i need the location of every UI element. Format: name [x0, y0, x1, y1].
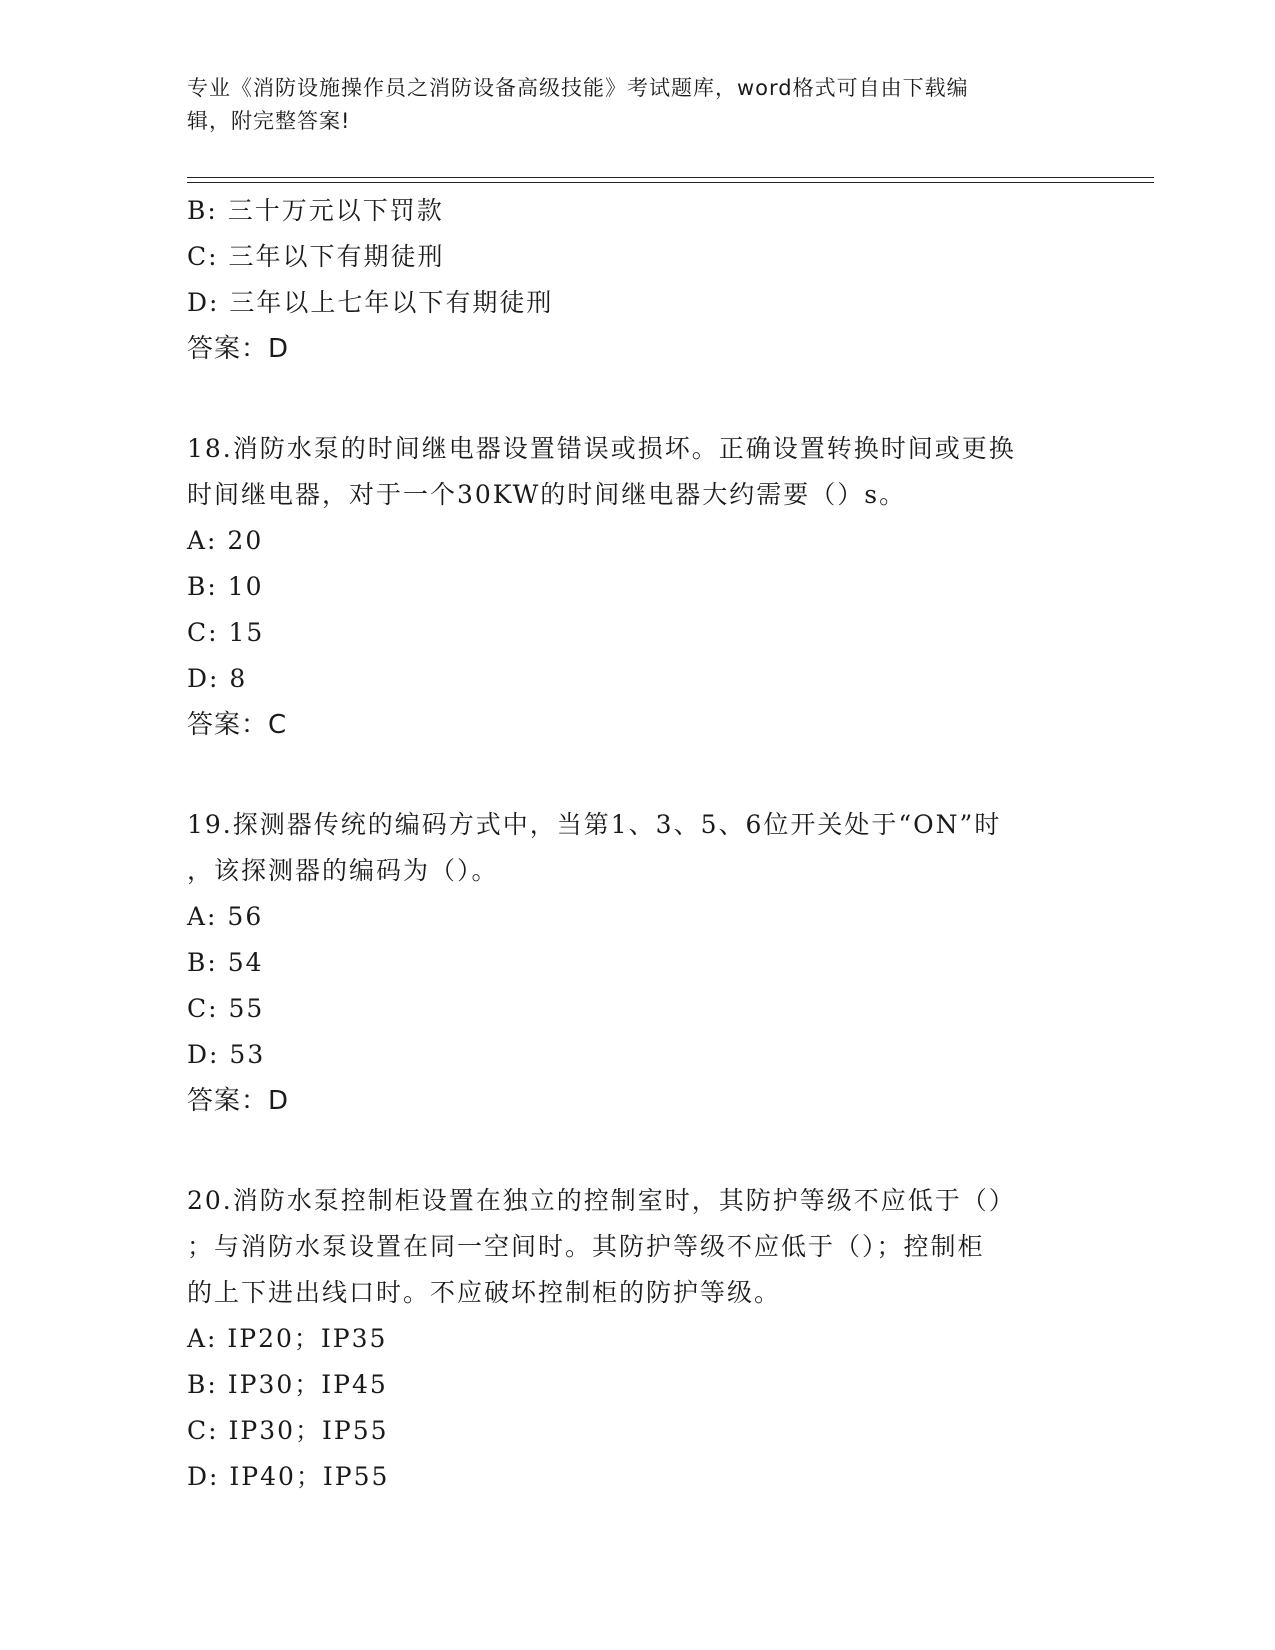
answer-label: 答案：D — [187, 334, 290, 364]
header-divider-top — [187, 177, 1154, 178]
header-divider-bottom — [187, 182, 1154, 183]
option-c: C: 三年以下有期徒刑 — [187, 242, 445, 271]
option-b: B: IP30；IP45 — [187, 1370, 388, 1399]
question-stem-line: 时间继电器，对于一个30KW的时间继电器大约需要（）s。 — [187, 480, 907, 509]
question-18 — [187, 426, 1087, 748]
question-stem — [187, 426, 1087, 518]
document-header — [187, 72, 1067, 138]
option-c: C: 15 — [187, 618, 265, 647]
option-d: D: 三年以上七年以下有期徒刑 — [187, 288, 554, 317]
option-b: B: 10 — [187, 572, 264, 601]
option-a: A: 20 — [187, 526, 264, 555]
option-d: D: 8 — [187, 664, 248, 693]
question-17 — [187, 188, 1087, 372]
question-stem-line: 19.探测器传统的编码方式中，当第1、3、5、6位开关处于“ON”时 — [187, 810, 1002, 839]
option-a: A: IP20；IP35 — [187, 1324, 388, 1353]
option-c: C: IP30；IP55 — [187, 1416, 389, 1445]
question-stem — [187, 1178, 1087, 1316]
question-stem — [187, 802, 1087, 894]
answer-label: 答案：D — [187, 1086, 290, 1116]
option-b: B: 三十万元以下罚款 — [187, 196, 444, 225]
question-stem-line: 20.消防水泵控制柜设置在独立的控制室时，其防护等级不应低于（） — [187, 1186, 1016, 1215]
header-line-1: 专业《消防设施操作员之消防设备高级技能》考试题库，word格式可自由下载编 — [187, 76, 969, 100]
question-list — [187, 188, 1087, 1500]
option-a: A: 56 — [187, 902, 264, 931]
question-20 — [187, 1178, 1087, 1500]
option-b: B: 54 — [187, 948, 264, 977]
question-19 — [187, 802, 1087, 1124]
question-stem-line: ；与消防水泵设置在同一空间时。其防护等级不应低于（）；控制柜 — [187, 1232, 985, 1261]
question-stem-line: ，该探测器的编码为（）。 — [187, 856, 499, 885]
question-stem-line: 18.消防水泵的时间继电器设置错误或损坏。正确设置转换时间或更换 — [187, 434, 1016, 463]
option-d: D: 53 — [187, 1040, 266, 1069]
option-d: D: IP40；IP55 — [187, 1462, 390, 1491]
answer-label: 答案：C — [187, 710, 288, 740]
question-stem-line: 的上下进出线口时。不应破坏控制柜的防护等级。 — [187, 1278, 782, 1307]
option-c: C: 55 — [187, 994, 265, 1023]
header-line-2: 辑，附完整答案! — [187, 109, 351, 133]
